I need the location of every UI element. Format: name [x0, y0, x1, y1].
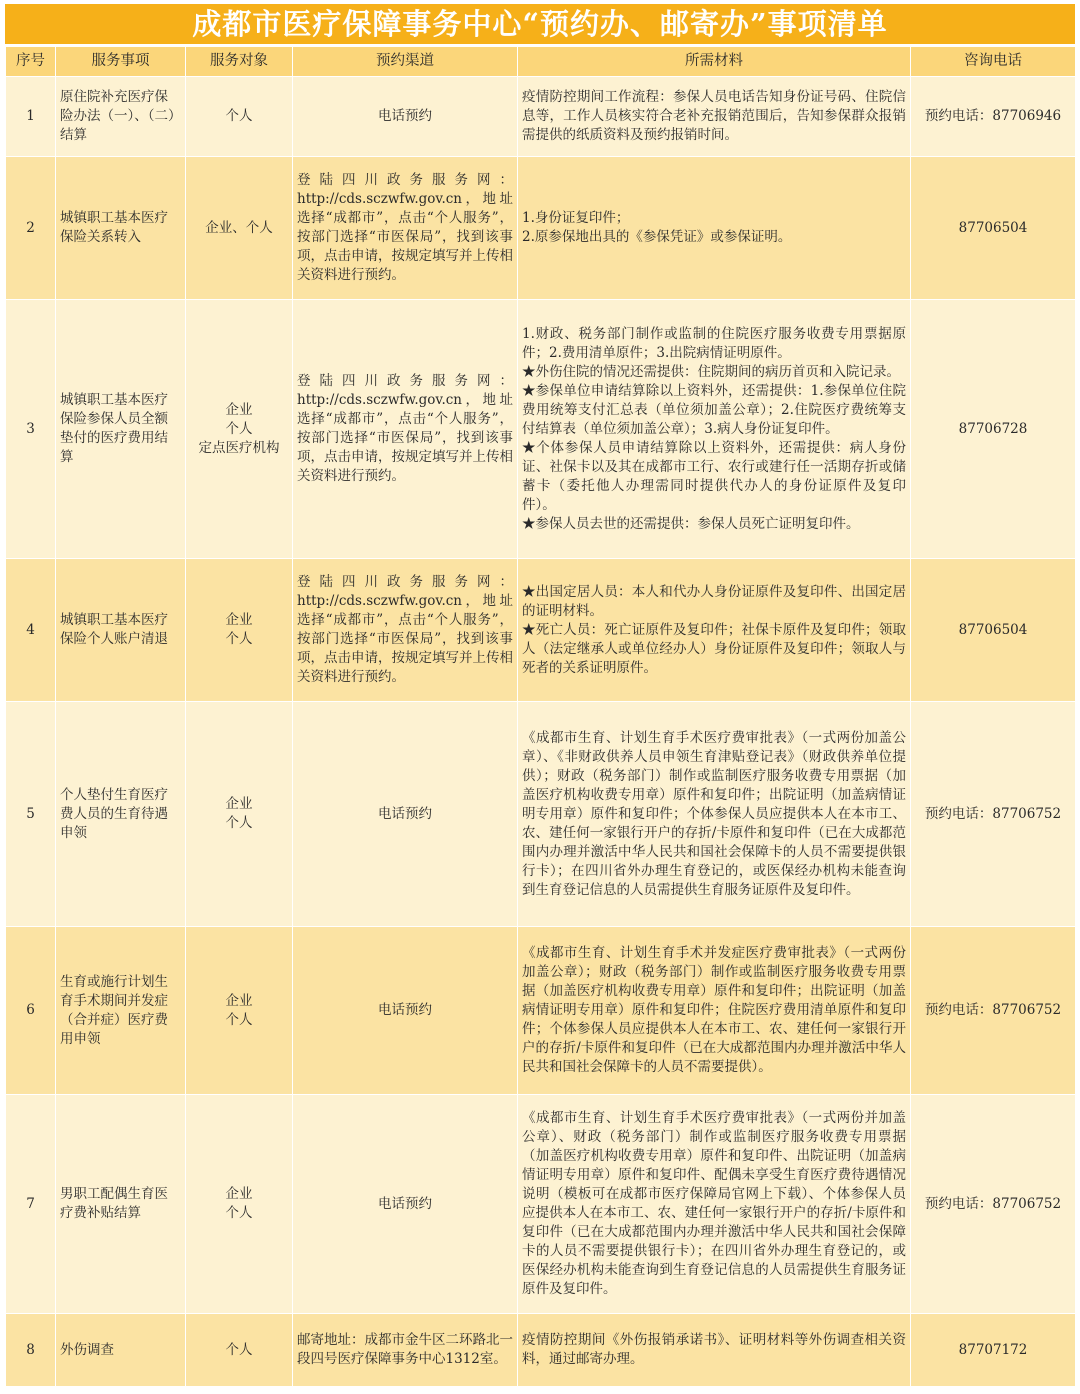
required-materials	[518, 1095, 911, 1314]
target-line: 个人	[225, 420, 253, 437]
row-number: 1	[6, 77, 56, 157]
target-line: 企业	[225, 612, 253, 628]
table-row	[6, 1095, 1076, 1314]
service-table	[5, 46, 1076, 1387]
target-line: 企业	[225, 992, 253, 1009]
required-materials	[518, 927, 911, 1095]
service-target	[186, 1095, 293, 1314]
material-line: 1.身份证复印件；	[522, 210, 630, 226]
row-number: 7	[6, 1095, 56, 1314]
target-line: 企业、个人	[205, 219, 273, 236]
table-row	[6, 927, 1076, 1095]
target-line: 个人	[225, 631, 253, 647]
consult-phone: 87707172	[911, 1314, 1076, 1387]
service-item: 个人垫付生育医疗费人员的生育待遇申领	[56, 702, 186, 927]
material-line: 疫情防控期间《外伤报销承诺书》、证明材料等外伤调查相关资料，通过邮寄办理。	[522, 1332, 906, 1367]
service-item: 城镇职工基本医疗保险个人账户清退	[56, 559, 186, 702]
material-line: ★出国定居人员：本人和代办人身份证原件及复印件、出国定居的证明材料。	[522, 583, 906, 619]
material-line: ★参保人员去世的还需提供：参保人员死亡证明复印件。	[522, 515, 860, 532]
target-line: 个人	[225, 1341, 253, 1358]
booking-channel: 登陆四川政务服务网：http://cds.sczwfw.gov.cn，地址选择“成都市”，点击“个人服务”，按部门选择“市医保局”，找到该事项，点击申请，按规定填写并上传相关资料进行预约。	[293, 300, 518, 559]
header-row	[6, 47, 1076, 77]
booking-channel: 电话预约	[293, 77, 518, 157]
service-target	[186, 300, 293, 559]
row-number: 6	[6, 927, 56, 1095]
table-row	[6, 77, 1076, 157]
consult-phone: 87706504	[911, 157, 1076, 300]
service-item: 原住院补充医疗保险办法（一）、（二）结算	[56, 77, 186, 157]
booking-channel: 邮寄地址：成都市金牛区二环路北一段四号医疗保障事务中心1312室。	[293, 1314, 518, 1387]
booking-channel: 登陆四川政务服务网：http://cds.sczwfw.gov.cn，地址选择“成都市”，点击“个人服务”，按部门选择“市医保局”，找到该事项，点击申请，按规定填写并上传相关资料进行预约。	[293, 559, 518, 702]
target-line: 企业	[225, 401, 253, 418]
material-line: ★参保单位申请结算除以上资料外，还需提供：1.参保单位住院费用统筹支付汇总表（单位须加盖公章）；2.住院医疗费统筹支付结算表（单位须加盖公章）；3.病人身份证复印件。	[522, 382, 906, 437]
required-materials	[518, 1314, 911, 1387]
header-phone: 咨询电话	[911, 47, 1076, 77]
header-target: 服务对象	[186, 47, 293, 77]
table-row	[6, 300, 1076, 559]
header-item: 服务事项	[56, 47, 186, 77]
table-row	[6, 157, 1076, 300]
service-item: 外伤调查	[56, 1314, 186, 1387]
material-line: ★外伤住院的情况还需提供：住院期间的病历首页和入院记录。	[522, 363, 900, 380]
material-line: ★个体参保人员申请结算除以上资料外，还需提供：病人身份证、社保卡以及其在成都市工行、农行或建行任一活期存折或储蓄卡（委托他人办理需同时提供代办人的身份证原件及复印件）。	[522, 439, 906, 513]
service-item: 城镇职工基本医疗保险参保人员全额垫付的医疗费用结算	[56, 300, 186, 559]
material-line: 2.原参保地出具的《参保凭证》或参保证明。	[522, 229, 792, 245]
table-row	[6, 1314, 1076, 1387]
row-number: 3	[6, 300, 56, 559]
service-target	[186, 559, 293, 702]
material-line: ★死亡人员：死亡证原件及复印件；社保卡原件及复印件；领取人（法定继承人或单位经办人）身份证原件及复印件；领取人与死者的关系证明原件。	[522, 621, 906, 676]
table-row	[6, 702, 1076, 927]
consult-phone: 预约电话：87706752	[911, 927, 1076, 1095]
row-number: 8	[6, 1314, 56, 1387]
target-line: 个人	[225, 1205, 253, 1221]
material-line: 《成都市生育、计划生育手术医疗费审批表》（一式两份并加盖公章）、财政（税务部门）制作或监制医疗服务收费专用票据（加盖医疗机构收费专用章）原件和复印件、出院证明（加盖病情证明专用章）原件和复印件、配偶未享受生育医疗费待遇情况说明（模板可在成都市医疗保障局官网上下载）、个体参保人员应提供本人在本市工、农、建任何一家银行开户的存折/卡原件和复印件（已在大成都范围内办理并激活中华人民共和国社会保障卡的人员不需要提供银行卡）；在四川省外办理生育登记的，或医保经办机构未能查询到生育登记信息的人员需提供生育服务证原件及复印件。	[522, 1110, 906, 1297]
header-channel: 预约渠道	[293, 47, 518, 77]
consult-phone: 87706504	[911, 559, 1076, 702]
service-target	[186, 927, 293, 1095]
consult-phone: 预约电话：87706752	[911, 702, 1076, 927]
material-line: 疫情防控期间工作流程：参保人员电话告知身份证号码、住院信息等，工作人员核实符合老补充报销范围后，告知参保群众报销需提供的纸质资料及预约报销时间。	[522, 89, 906, 143]
service-target	[186, 77, 293, 157]
booking-channel: 电话预约	[293, 702, 518, 927]
required-materials	[518, 559, 911, 702]
consult-phone: 预约电话：87706946	[911, 77, 1076, 157]
service-target	[186, 157, 293, 300]
target-line: 企业	[225, 1186, 253, 1202]
row-number: 4	[6, 559, 56, 702]
booking-channel: 电话预约	[293, 1095, 518, 1314]
service-target	[186, 702, 293, 927]
consult-phone: 预约电话：87706752	[911, 1095, 1076, 1314]
target-line: 个人	[225, 108, 253, 124]
target-line: 定点医疗机构	[198, 439, 280, 456]
target-line: 个人	[225, 815, 253, 831]
consult-phone: 87706728	[911, 300, 1076, 559]
service-item: 城镇职工基本医疗保险关系转入	[56, 157, 186, 300]
document-title: 成都市医疗保障事务中心“预约办、邮寄办”事项清单	[5, 4, 1075, 46]
material-line: 《成都市生育、计划生育手术并发症医疗费审批表》（一式两份加盖公章）；财政（税务部门）制作或监制医疗服务收费专用票据（加盖医疗机构收费专用章）原件和复印件；出院证明（加盖病情证明专用章）原件和复印件；住院医疗费用清单原件和复印件；个体参保人员应提供本人在本市工、农、建任何一家银行开户的存折/卡原件和复印件（已在大成都范围内办理并激活中华人民共和国社会保障卡的人员不需要提供）。	[522, 945, 906, 1075]
header-materials: 所需材料	[518, 47, 911, 77]
booking-channel: 电话预约	[293, 927, 518, 1095]
row-number: 2	[6, 157, 56, 300]
booking-channel: 登陆四川政务服务网：http://cds.sczwfw.gov.cn，地址选择“成都市”，点击“个人服务”，按部门选择“市医保局”，找到该事项，点击申请，按规定填写并上传相关资料进行预约。	[293, 157, 518, 300]
service-item: 男职工配偶生育医疗费补贴结算	[56, 1095, 186, 1314]
required-materials	[518, 77, 911, 157]
material-line: 《成都市生育、计划生育手术医疗费审批表》（一式两份加盖公章）、《非财政供养人员申领生育津贴登记表》（财政供养单位提供）；财政（税务部门）制作或监制医疗服务收费专用票据（加盖医疗机构收费专用章）原件和复印件；出院证明（加盖病情证明专用章）原件和复印件；个体参保人员应提供本人在本市工、农、建任何一家银行开户的存折/卡原件和复印件（已在大成都范围内办理并激活中华人民共和国社会保障卡的人员不需要提供银行卡）；在四川省外办理生育登记的，或医保经办机构未能查询到生育登记信息的人员需提供生育服务证原件及复印件。	[522, 729, 906, 898]
required-materials	[518, 157, 911, 300]
material-line: 1.财政、税务部门制作或监制的住院医疗服务收费专用票据原件；2.费用清单原件；3.出院病情证明原件。	[522, 325, 906, 361]
target-line: 个人	[225, 1011, 253, 1028]
required-materials	[518, 702, 911, 927]
service-target	[186, 1314, 293, 1387]
required-materials	[518, 300, 911, 559]
service-item: 生育或施行计划生育手术期间并发症（合并症）医疗费用申领	[56, 927, 186, 1095]
table-row	[6, 559, 1076, 702]
target-line: 企业	[225, 796, 253, 812]
header-no: 序号	[6, 47, 56, 77]
row-number: 5	[6, 702, 56, 927]
